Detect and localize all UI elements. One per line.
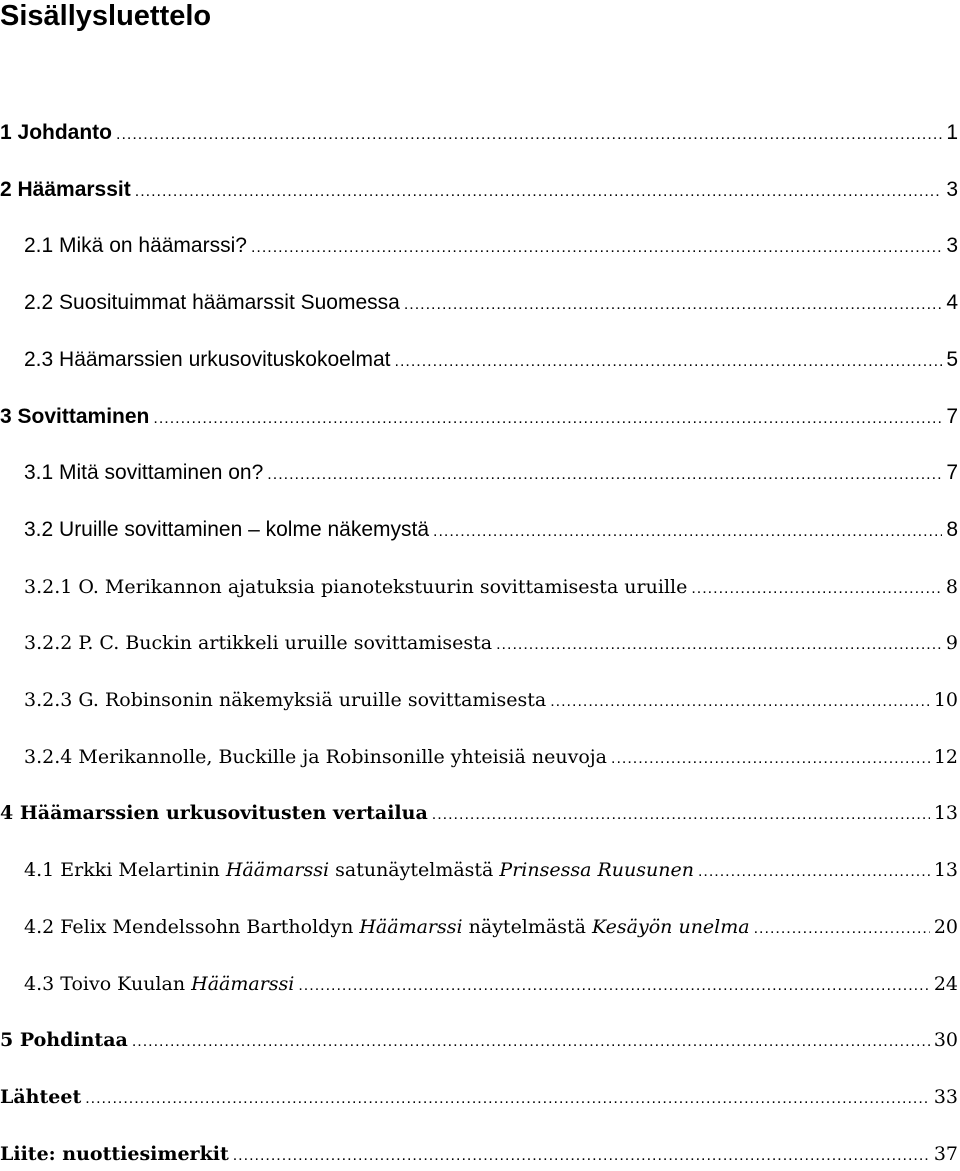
toc-dot-leader — [754, 914, 930, 944]
toc-entry-page-number: 20 — [933, 916, 958, 938]
toc-entry-title-text: 3 Sovittaminen — [0, 405, 150, 428]
toc-dot-leader — [135, 177, 943, 207]
toc-entry[interactable] — [0, 175, 960, 205]
toc-entry-title-italic: Häämarssi — [225, 859, 330, 881]
toc-entry-title — [0, 175, 131, 205]
toc-entry-title-text: 4.1 Erkki Melartinin — [24, 859, 226, 881]
toc-entry-title-text: 3.2.1 O. Merikannon ajatuksia pianotekstuurin sovittamisesta uruille — [24, 576, 688, 598]
toc-entry[interactable] — [0, 969, 960, 999]
toc-entry[interactable] — [0, 628, 960, 658]
toc-entry-page-number: 10 — [933, 689, 958, 711]
toc-entry-title-italic: Häämarssi — [359, 916, 463, 938]
toc-entry-title-text: 4.3 Toivo Kuulan — [24, 973, 192, 995]
toc-entry-title-text: Lähteet — [0, 1086, 82, 1108]
toc-entry[interactable] — [0, 798, 960, 828]
toc-entry-title-text: 3.2 Uruille sovittaminen – kolme näkemystä — [24, 518, 430, 541]
toc-entry-title-italic: Kesäyön unelma — [592, 916, 750, 938]
toc-entry-page-number: 13 — [933, 802, 958, 824]
toc-entry-title-text: 4.2 Felix Mendelssohn Bartholdyn — [24, 916, 360, 938]
toc-entry-title — [0, 1025, 128, 1055]
toc-entry-title — [24, 855, 694, 885]
toc-entry-title — [0, 1082, 81, 1112]
toc-entry-title — [24, 515, 429, 545]
toc-entry-title-italic: Häämarssi — [191, 973, 295, 995]
toc-entry[interactable] — [0, 855, 960, 885]
toc-dot-leader — [404, 290, 942, 320]
toc-entry-title — [0, 402, 149, 432]
toc-entry-title — [24, 231, 247, 261]
toc-entry-title-text: 5 Pohdintaa — [0, 1029, 128, 1051]
toc-entry-title — [24, 969, 294, 999]
toc-dot-leader — [432, 800, 930, 830]
toc-dot-leader — [251, 233, 942, 263]
toc-entry[interactable] — [0, 402, 960, 432]
toc-entry-title — [24, 572, 687, 602]
toc-entry[interactable] — [0, 685, 960, 715]
toc-entry-page-number: 3 — [946, 234, 958, 257]
toc-entry-title-text: 4 Häämarssien urkusovitusten vertailua — [0, 802, 428, 824]
toc-dot-leader — [116, 120, 942, 150]
toc-dot-leader — [496, 630, 942, 660]
toc-entry-title — [0, 118, 112, 148]
toc-entry-title — [0, 1139, 229, 1169]
toc-entry-title-text: 2.2 Suosituimmat häämarssit Suomessa — [24, 291, 400, 314]
toc-entry-title — [24, 912, 750, 942]
toc-entry-title — [0, 798, 428, 828]
toc-entry-page-number: 12 — [933, 746, 958, 768]
toc-entry-title-text: 1 Johdanto — [0, 121, 113, 144]
toc-entry-title-text: Liite: nuottiesimerkit — [0, 1143, 229, 1165]
toc-entry-title — [24, 458, 263, 488]
toc-entry[interactable] — [0, 458, 960, 488]
toc-entry-title — [24, 628, 492, 658]
toc-entry-title-text: 2.3 Häämarssien urkusovituskokoelmat — [24, 348, 391, 371]
toc-dot-leader — [550, 687, 930, 717]
toc-entry-title-text: 3.2.4 Merikannolle, Buckille ja Robinsonille yhteisiä neuvoja — [24, 746, 607, 768]
toc-entry-page-number: 30 — [933, 1029, 958, 1051]
toc-entry-page-number: 8 — [946, 518, 958, 541]
toc-entry[interactable] — [0, 345, 960, 375]
toc-entry[interactable] — [0, 1082, 960, 1112]
toc-entry-page-number: 8 — [945, 576, 958, 598]
toc-entry-page-number: 1 — [946, 121, 958, 144]
toc-dot-leader — [691, 574, 942, 604]
toc-entry-title-text: 2.1 Mikä on häämarssi? — [24, 234, 247, 257]
toc-dot-leader — [153, 404, 942, 434]
toc-entry-title-text: satunäytelmästä — [329, 859, 500, 881]
toc-entry-title — [24, 742, 607, 772]
toc-entry-title-text: 2 Häämarssit — [0, 178, 131, 201]
toc-entry[interactable] — [0, 118, 960, 148]
toc-entry-title — [24, 288, 400, 318]
toc-dot-leader — [433, 517, 942, 547]
toc-dot-leader — [298, 971, 929, 1001]
toc-dot-leader — [132, 1027, 930, 1057]
toc-entry-page-number: 37 — [933, 1143, 958, 1165]
toc-dot-leader — [395, 347, 943, 377]
toc-entry-title — [24, 345, 391, 375]
toc-entry-page-number: 7 — [946, 461, 958, 484]
toc-dot-leader — [611, 744, 930, 774]
toc-entry[interactable] — [0, 515, 960, 545]
toc-entry-page-number: 9 — [945, 632, 958, 654]
toc-dot-leader — [85, 1084, 930, 1114]
toc-entry-page-number: 4 — [946, 291, 958, 314]
toc-entry[interactable] — [0, 231, 960, 261]
toc-entry-title-italic: Prinsessa Ruusunen — [499, 859, 694, 881]
toc-entry-page-number: 3 — [946, 178, 958, 201]
toc-entry-page-number: 33 — [933, 1086, 958, 1108]
toc-entry-title-text: 3.2.3 G. Robinsonin näkemyksiä uruille sovittamisesta — [24, 689, 547, 711]
toc-entry[interactable] — [0, 742, 960, 772]
toc-entry-page-number: 13 — [933, 859, 958, 881]
toc-entry[interactable] — [0, 1025, 960, 1055]
toc-dot-leader — [698, 857, 930, 887]
toc-entry-title-text: näytelmästä — [462, 916, 592, 938]
toc-entry[interactable] — [0, 288, 960, 318]
toc-entry[interactable] — [0, 912, 960, 942]
toc-entry-page-number: 5 — [946, 348, 958, 371]
toc-entry-title-text: 3.2.2 P. C. Buckin artikkeli uruille sovittamisesta — [24, 632, 493, 654]
toc-entry-title — [24, 685, 546, 715]
toc-dot-leader — [233, 1141, 930, 1171]
toc-entry[interactable] — [0, 1139, 960, 1169]
toc-entry-page-number: 24 — [933, 973, 958, 995]
page-title: Sisällysluettelo — [0, 0, 212, 32]
toc-entry[interactable] — [0, 572, 960, 602]
toc-dot-leader — [267, 460, 942, 490]
toc-entry-title-text: 3.1 Mitä sovittaminen on? — [24, 461, 264, 484]
toc-entry-page-number: 7 — [946, 405, 958, 428]
